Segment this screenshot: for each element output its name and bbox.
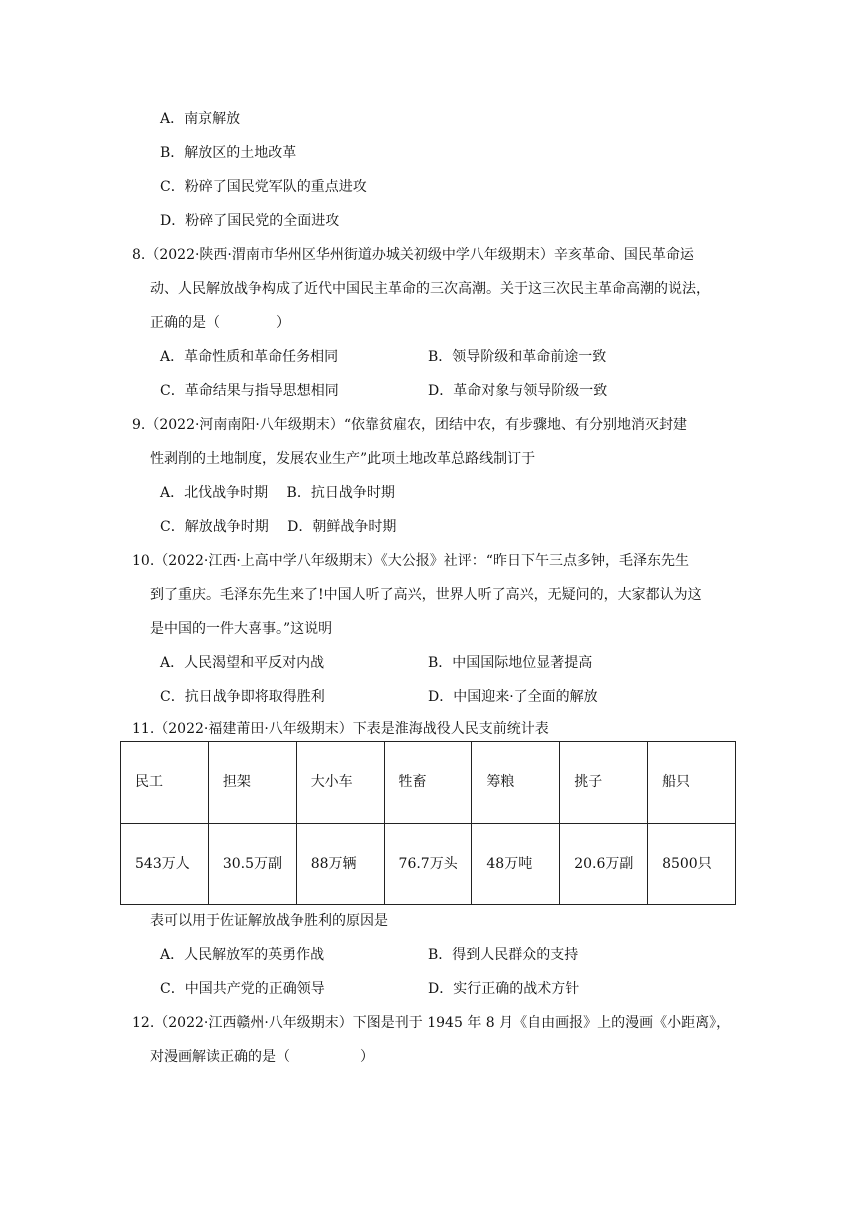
table-header-cell: 筹粮 bbox=[472, 742, 560, 824]
q8-stem-line1: 8.（2022·陕西·渭南市华州区华州街道办城关初级中学八年级期末）辛亥革命、国民革命运 bbox=[132, 247, 694, 263]
table-cell: 543万人 bbox=[121, 824, 209, 905]
q11-option-c: C．中国共产党的正确领导 bbox=[160, 981, 325, 997]
table-row bbox=[121, 824, 736, 905]
q11-option-a: A．人民解放军的英勇作战 bbox=[160, 947, 325, 963]
table-header-cell: 挑子 bbox=[560, 742, 648, 824]
table-cell: 48万吨 bbox=[472, 824, 560, 905]
q12-stem-line1: 12.（2022·江西赣州·八年级期末）下图是刊于 1945 年 8 月《自由画报》上的漫画《小距离》， bbox=[132, 1015, 731, 1031]
q8-stem-line2: 动、人民解放战争构成了近代中国民主革命的三次高潮。关于这三次民主革命高潮的说法， bbox=[150, 281, 710, 297]
table-cell: 30.5万副 bbox=[208, 824, 296, 905]
q9-options-ab: A．北伐战争时期 B．抗日战争时期 bbox=[160, 485, 395, 501]
q9-stem-line1: 9.（2022·河南南阳·八年级期末）“依靠贫雇农，团结中农，有步骤地、有分别地消灭封建 bbox=[132, 417, 688, 433]
q11-stem-after-table: 表可以用于佐证解放战争胜利的原因是 bbox=[150, 913, 388, 929]
q10-option-a: A．人民渴望和平反对内战 bbox=[160, 655, 325, 671]
q11-option-b: B．得到人民群众的支持 bbox=[428, 947, 579, 963]
support-statistics-table bbox=[120, 741, 736, 905]
q10-option-b: B．中国国际地位显著提高 bbox=[428, 655, 593, 671]
table-header-cell: 牲畜 bbox=[384, 742, 472, 824]
q10-option-d: D．中国迎来·了全面的解放 bbox=[428, 689, 598, 705]
q7-option-a: A．南京解放 bbox=[160, 111, 241, 127]
q12-stem-line2: 对漫画解读正确的是（ ） bbox=[150, 1049, 374, 1065]
q11-stem-line1: 11.（2022·福建莆田·八年级期末）下表是淮海战役人民支前统计表 bbox=[132, 721, 549, 737]
table-cell: 76.7万头 bbox=[384, 824, 472, 905]
table-cell: 88万辆 bbox=[296, 824, 384, 905]
q10-stem-line3: 是中国的一件大喜事。”这说明 bbox=[150, 621, 333, 637]
q8-option-d: D．革命对象与领导阶级一致 bbox=[428, 383, 608, 399]
table-header-cell: 船只 bbox=[648, 742, 736, 824]
q10-stem-line2: 到了重庆。毛泽东先生来了!中国人听了高兴，世界人听了高兴，无疑问的，大家都认为这 bbox=[150, 587, 702, 603]
q10-option-c: C．抗日战争即将取得胜利 bbox=[160, 689, 325, 705]
q8-stem-line3: 正确的是（ ） bbox=[150, 315, 290, 331]
table-cell: 20.6万副 bbox=[560, 824, 648, 905]
table-cell: 8500只 bbox=[648, 824, 736, 905]
q11-option-d: D．实行正确的战术方针 bbox=[428, 981, 580, 997]
q8-option-b: B．领导阶级和革命前途一致 bbox=[428, 349, 607, 365]
table-header-cell: 大小车 bbox=[296, 742, 384, 824]
table-header-cell: 民工 bbox=[121, 742, 209, 824]
table-header-row bbox=[121, 742, 736, 824]
q7-option-b: B．解放区的土地改革 bbox=[160, 145, 297, 161]
q8-option-c: C．革命结果与指导思想相同 bbox=[160, 383, 339, 399]
q10-stem-line1: 10.（2022·江西·上高中学八年级期末）《大公报》社评：“昨日下午三点多钟，毛泽东先生 bbox=[132, 553, 689, 569]
q9-stem-line2: 性剥削的土地制度，发展农业生产”此项土地改革总路线制订于 bbox=[150, 451, 536, 467]
q8-option-a: A．革命性质和革命任务相同 bbox=[160, 349, 339, 365]
q7-option-c: C．粉碎了国民党军队的重点进攻 bbox=[160, 179, 367, 195]
q7-option-d: D．粉碎了国民党的全面进攻 bbox=[160, 213, 340, 229]
q9-options-cd: C．解放战争时期 D．朝鲜战争时期 bbox=[160, 519, 397, 535]
table-header-cell: 担架 bbox=[208, 742, 296, 824]
